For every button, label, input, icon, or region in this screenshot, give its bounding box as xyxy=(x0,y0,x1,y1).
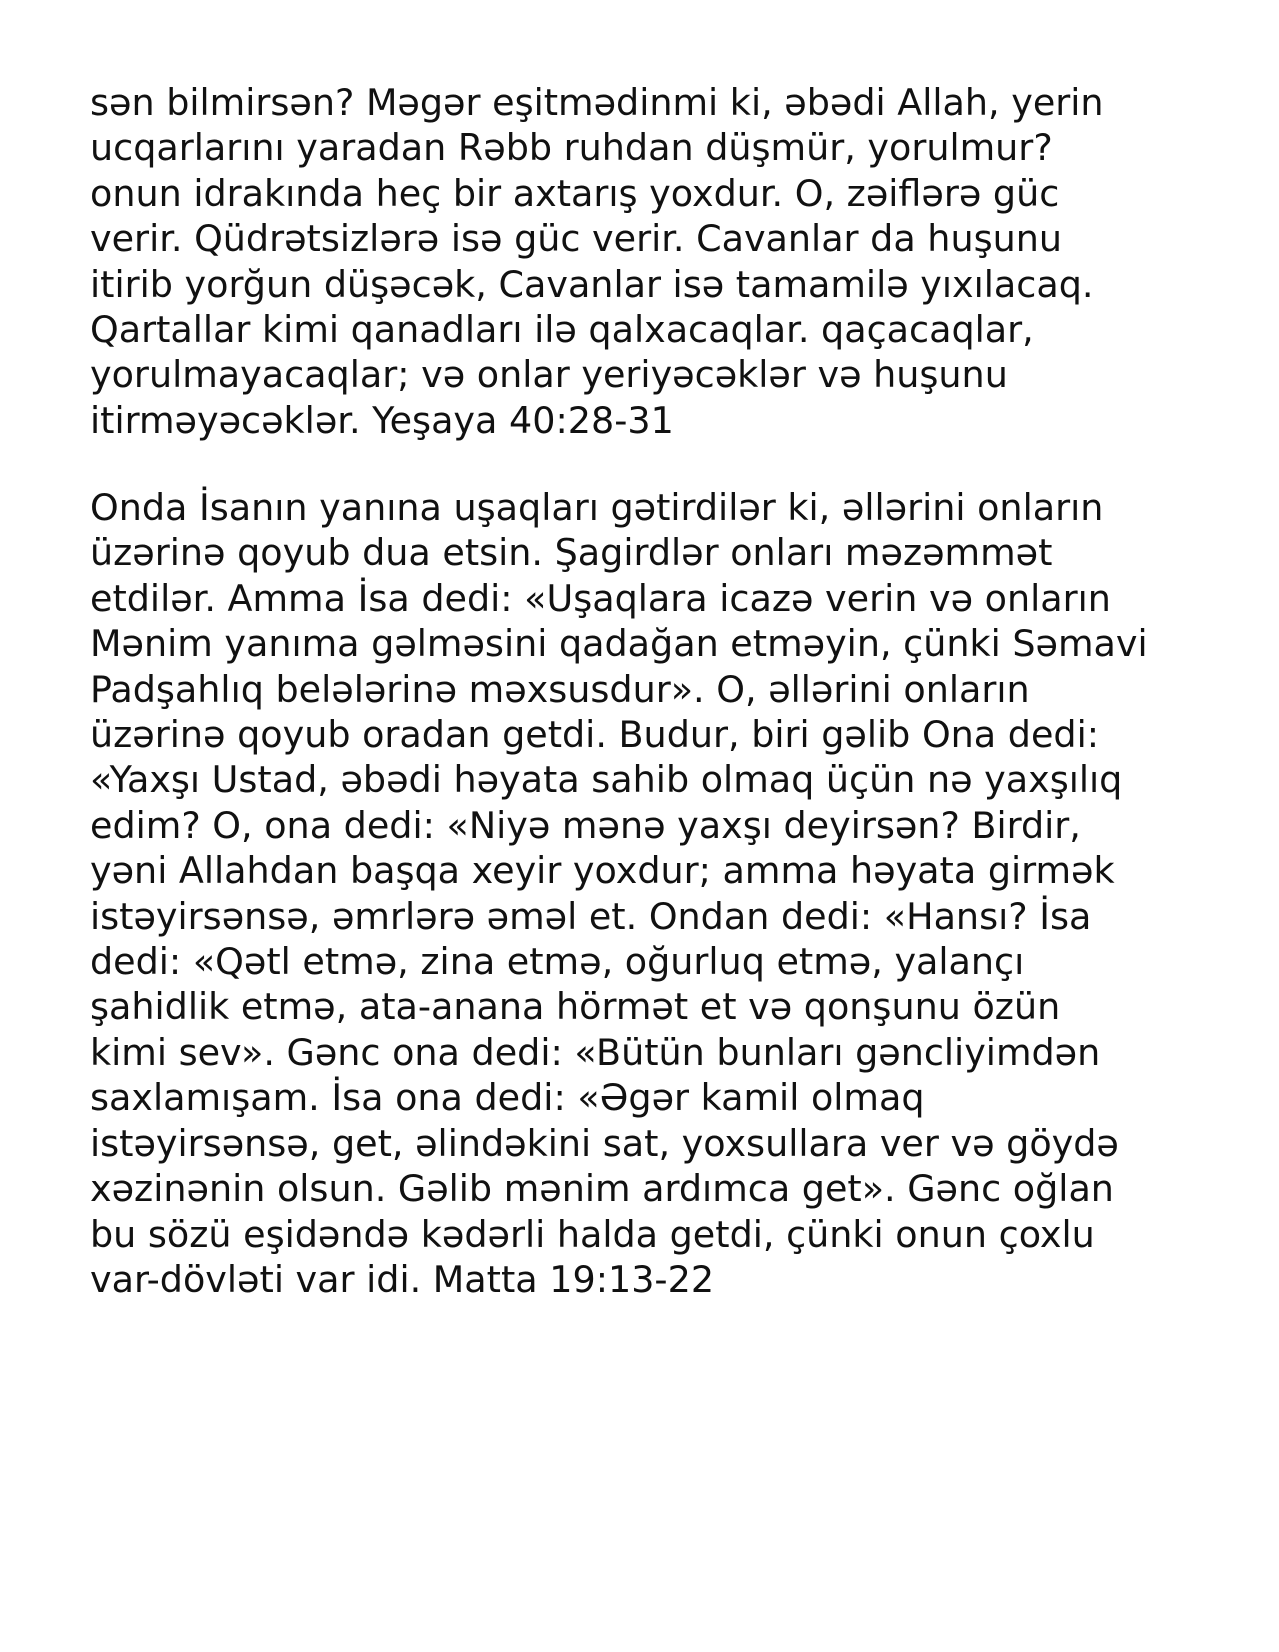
text-line: onun idrakında heç bir axtarış yoxdur. O, zəiflərə güc xyxy=(90,171,1060,215)
text-line: dedi: «Qətl etmə, zina etmə, oğurluq etmə, yalançı xyxy=(90,940,1025,984)
text-line: Padşahlıq belələrinə məxsusdur». O, əllərini onların xyxy=(90,667,1030,711)
text-line: Onda İsanın yanına uşaqları gətirdilər ki, əllərini onların xyxy=(90,486,1104,529)
text-line: itirib yorğun düşəcək, Cavanlar isə tamamilə yıxılacaq. xyxy=(90,262,1094,306)
text-line: bu sözü eşidəndə kədərli halda getdi, çünki onun çoxlu xyxy=(90,1212,1095,1256)
passage-isaiah-40 xyxy=(90,80,1210,443)
text-line: istəyirsənsə, get, əlindəkini sat, yoxsullara ver və göydə xyxy=(90,1121,1119,1165)
text-line: verir. Qüdrətsizlərə isə güc verir. Cavanlar da huşunu xyxy=(90,217,1062,261)
text-line: xəzinənin olsun. Gəlib mənim ardımca get». Gənc oğlan xyxy=(90,1167,1114,1211)
text-line: var-dövləti var idi. Matta 19:13-22 xyxy=(90,1257,715,1301)
text-line: kimi sev». Gənc ona dedi: «Bütün bunları gəncliyimdən xyxy=(90,1030,1101,1074)
text-line: yəni Allahdan başqa xeyir yoxdur; amma həyata girmək xyxy=(90,849,1115,893)
text-line: ucqarlarını yaradan Rəbb ruhdan düşmür, yorulmur? xyxy=(90,126,1053,170)
text-line: sən bilmirsən? Məgər eşitmədinmi ki, əbədi Allah, yerin xyxy=(90,81,1104,124)
text-line: itirməyəcəklər. Yeşaya 40:28-31 xyxy=(90,398,674,442)
text-line: «Yaxşı Ustad, əbədi həyata sahib olmaq üçün nə yaxşılıq xyxy=(90,758,1123,802)
text-line: yorulmayacaqlar; və onlar yeriyəcəklər və huşunu xyxy=(90,353,1008,397)
text-line: istəyirsənsə, əmrlərə əməl et. Ondan dedi: «Hansı? İsa xyxy=(90,894,1092,938)
text-line: şahidlik etmə, ata-anana hörmət et və qonşunu özün xyxy=(90,985,1061,1029)
text-line: saxlamışam. İsa ona dedi: «Əgər kamil olmaq xyxy=(90,1076,925,1120)
text-line: üzərinə qoyub dua etsin. Şagirdlər onları məzəmmət xyxy=(90,531,1053,575)
passage-matthew-19 xyxy=(90,485,1210,1302)
text-line: Mənim yanıma gəlməsini qadağan etməyin, çünki Səmavi xyxy=(90,622,1148,666)
text-line: üzərinə qoyub oradan getdi. Budur, biri gəlib Ona dedi: xyxy=(90,713,1100,757)
text-line: etdilər. Amma İsa dedi: «Uşaqlara icazə verin və onların xyxy=(90,576,1111,620)
text-line: Qartallar kimi qanadları ilə qalxacaqlar. qaçacaqlar, xyxy=(90,308,1034,352)
text-line: edim? O, ona dedi: «Niyə mənə yaxşı deyirsən? Birdir, xyxy=(90,803,1081,847)
